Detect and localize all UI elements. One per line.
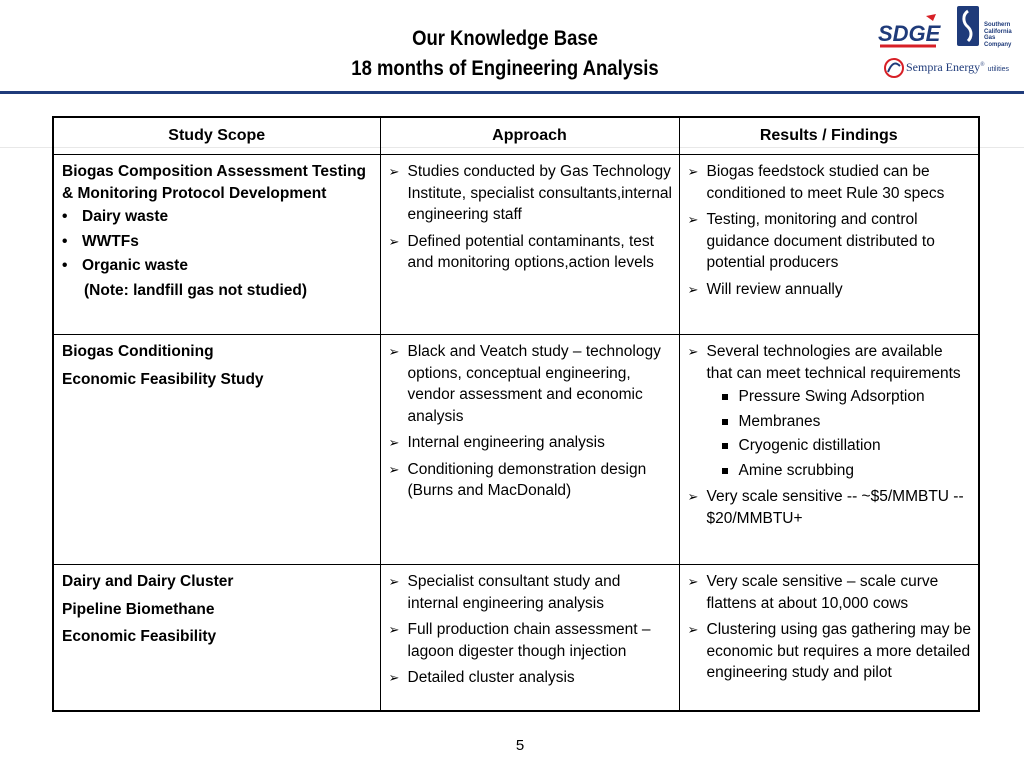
list-item: ➢ Very scale sensitive – scale curve flattens at about 10,000 cows: [687, 573, 939, 612]
technology-sub-list: [707, 386, 973, 481]
square-bullet-icon: [722, 394, 728, 400]
sdge-logo: [876, 13, 942, 49]
column-header-study-scope: Study Scope: [53, 117, 380, 155]
arrow-bullet-icon: ➢: [388, 164, 400, 179]
list-item: ➢ Clustering using gas gathering may be economic but requires a more detailed engineering study and pilot: [687, 621, 972, 681]
table-header-row: [53, 117, 979, 155]
list-item: • Dairy waste: [62, 208, 169, 225]
list-item: ➢ Will review annually: [688, 279, 973, 301]
table-row: [53, 565, 979, 711]
results-cell: [679, 565, 979, 711]
header-rule: [0, 91, 1024, 94]
list-item: ➢ Internal engineering analysis: [389, 432, 673, 454]
list-item: • Organic waste: [62, 257, 188, 274]
page-number: 5: [515, 737, 525, 754]
socalgas-logo: [956, 5, 1022, 49]
list-item: ➢ Testing, monitoring and control guidance document distributed to potential producers: [687, 211, 935, 271]
arrow-bullet-icon: ➢: [388, 670, 400, 685]
approach-cell: [380, 335, 679, 565]
list-item: ➢ Specialist consultant study and internal engineering analysis: [388, 573, 621, 612]
square-bullet-icon: [722, 443, 728, 449]
list-item: Membranes: [707, 411, 973, 433]
list-item: ➢ Very scale sensitive -- ~$5/MMBTU -- $20/MMBTU+: [687, 488, 964, 527]
arrow-bullet-icon: ➢: [388, 461, 400, 477]
study-scope-line: Economic Feasibility: [62, 628, 217, 645]
study-scope-title: Biogas Composition Assessment Testing & Monitoring Protocol Development: [62, 163, 367, 202]
study-scope-cell: [53, 335, 380, 565]
approach-cell: [380, 565, 679, 711]
list-item: Cryogenic distillation: [707, 435, 973, 457]
knowledge-base-table: [52, 116, 980, 712]
socalgas-logo-text: Southern California Gas Company: [984, 22, 1012, 48]
study-scope-cell: [53, 565, 380, 711]
column-header-approach: Approach: [380, 117, 679, 155]
list-item: Pressure Swing Adsorption: [707, 386, 973, 408]
sempra-logo: [884, 56, 1022, 82]
list-item: ➢ Detailed cluster analysis: [389, 667, 673, 689]
square-bullet-icon: [722, 419, 728, 425]
list-item: • WWTFs: [62, 232, 139, 250]
arrow-bullet-icon: ➢: [687, 212, 699, 227]
results-cell: [679, 335, 979, 565]
arrow-bullet-icon: ➢: [687, 344, 699, 359]
table-row: [53, 335, 979, 565]
scope-bullet-list: [62, 206, 374, 277]
list-item: ➢ Defined potential contaminants, test and monitoring options,action levels: [388, 232, 654, 271]
study-scope-line: Dairy and Dairy Cluster: [62, 573, 234, 590]
title-line-2: 18 months of Engineering Analysis: [351, 57, 659, 80]
list-item: ➢ Biogas feedstock studied can be conditioned to meet Rule 30 specs: [687, 163, 945, 202]
arrow-bullet-icon: ➢: [388, 435, 400, 450]
results-cell: [679, 155, 979, 335]
title-line-1: Our Knowledge Base: [412, 27, 598, 50]
list-item: Amine scrubbing: [707, 460, 973, 482]
square-bullet-icon: [722, 468, 728, 474]
arrow-bullet-icon: ➢: [687, 281, 699, 297]
scope-note: (Note: landfill gas not studied): [84, 281, 308, 299]
list-item: ➢ Studies conducted by Gas Technology Institute, specialist consultants,internal engineering staff: [388, 163, 672, 223]
arrow-bullet-icon: ➢: [388, 344, 400, 359]
sdge-logo-text: SDGE: [878, 21, 941, 46]
study-scope-cell: [53, 155, 380, 335]
list-item: ➢ Full production chain assessment – lagoon digester though injection: [388, 621, 651, 660]
table-row: [53, 155, 979, 335]
arrow-bullet-icon: ➢: [388, 574, 400, 589]
list-item: ➢ Conditioning demonstration design (Burns and MacDonald): [388, 460, 647, 499]
sempra-logo-text: Sempra Energy® utilities: [906, 60, 1010, 74]
arrow-bullet-icon: ➢: [687, 489, 699, 504]
study-scope-line: Pipeline Biomethane: [62, 600, 215, 618]
slide-title: [250, 24, 760, 84]
approach-cell: [380, 155, 679, 335]
list-item: ➢ Several technologies are available that can meet technical requirements Pressure Swing Adsorption Membranes Cryogenic distillation Amine scrubbing: [688, 341, 973, 481]
arrow-bullet-icon: ➢: [687, 574, 699, 589]
arrow-bullet-icon: ➢: [388, 622, 400, 637]
list-item: ➢ Black and Veatch study – technology options, conceptual engineering, vendor assessment and economic analysis: [388, 343, 661, 425]
arrow-bullet-icon: ➢: [687, 164, 699, 179]
study-scope-line: Biogas Conditioning: [62, 343, 214, 360]
arrow-bullet-icon: ➢: [687, 622, 699, 637]
arrow-bullet-icon: ➢: [388, 233, 400, 249]
study-scope-line: Economic Feasibility Study: [62, 370, 264, 388]
column-header-results: Results / Findings: [679, 117, 979, 155]
